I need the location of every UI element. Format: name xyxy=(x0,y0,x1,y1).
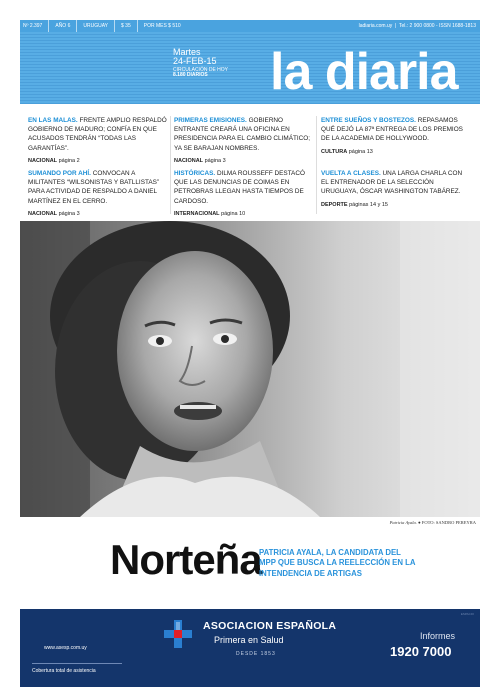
ad-brand-name: ASOCIACION ESPAÑOLA xyxy=(203,620,337,632)
website-link[interactable]: ladiaria.com.uy xyxy=(358,23,393,29)
main-subheadline: PATRICIA AYALA, LA CANDIDATA DEL MPP QUE BUSCA LA REELECCIÓN EN LA INTENDENCIA DE ARTIGAS xyxy=(259,548,416,578)
column-divider xyxy=(170,116,171,214)
news-section: NACIONAL xyxy=(28,157,58,164)
issue-country: URUGUAY xyxy=(83,20,115,32)
ad-phone-number[interactable]: 1920 7000 xyxy=(390,644,452,659)
news-kicker: SUMANDO POR AHÍ. xyxy=(28,170,91,177)
news-item-5[interactable] xyxy=(174,169,314,219)
news-item-6[interactable] xyxy=(321,169,466,210)
news-item-2[interactable] xyxy=(174,116,314,166)
ad-tagline: Primera en Salud xyxy=(214,635,284,645)
newspaper-logo[interactable]: la diaria xyxy=(270,43,458,101)
contact-info: Tel.: 2 900 0800 - ISSN 1688-1813 xyxy=(399,23,476,29)
advertisement-banner[interactable] xyxy=(20,609,480,687)
news-text: UNA LARGA CHARLA CON EL ENTRENADOR DE LA SELECCIÓN URUGUAYA, ÓSCAR WASHINGTON TABÁREZ. xyxy=(321,170,463,196)
ad-coverage-text: Cobertura total de asistencia xyxy=(32,668,96,674)
news-text: REPASAMOS QUÉ DEJÓ LA 87ª ENTREGA DE LOS PREMIOS DE LA ACADEMIA DE HOLLYWOOD. xyxy=(321,117,463,143)
issue-year: AÑO 6 xyxy=(55,20,77,32)
news-text: DILMA ROUSSEFF DESTACÓ QUE LAS DENUNCIAS DE COIMAS EN PETROBRAS LLEGAN HASTA TIEMPOS DE CARDOSO. xyxy=(174,170,305,205)
cross-logo-icon xyxy=(164,620,192,648)
ad-info-label: Informes xyxy=(420,631,456,641)
news-page: página 3 xyxy=(204,157,226,164)
news-section: NACIONAL xyxy=(174,157,204,164)
edition-date-block xyxy=(173,48,228,78)
news-section: DEPORTE xyxy=(321,201,348,208)
news-page: página 10 xyxy=(221,210,246,217)
cover-photo[interactable] xyxy=(20,221,480,517)
issue-info-strip: Nº 2.397 AÑO 6 URUGUAY $ 35 POR MES $ 510 ladiaria.com.uy | Tel.: 2 900 0800 - ISSN 1688-1813 xyxy=(20,20,480,32)
column-divider xyxy=(316,116,317,214)
news-kicker: EN LAS MALAS. xyxy=(28,117,78,124)
news-page: página 13 xyxy=(348,148,373,155)
news-text: CONVOCAN A MILITANTES “WILSONISTAS Y BATLLISTAS” PARA ACTIVIDAD DE RESPALDO A DANIEL MARTÍNEZ EN EL CERRO. xyxy=(28,170,160,205)
news-item-1[interactable] xyxy=(28,116,168,166)
news-kicker: PRIMERAS EMISIONES. xyxy=(174,117,247,124)
news-section: CULTURA xyxy=(321,148,348,155)
caption-name: Patricia Ayala. xyxy=(389,520,417,525)
news-item-4[interactable] xyxy=(28,169,168,219)
news-section: NACIONAL xyxy=(28,210,58,217)
portrait-illustration xyxy=(20,221,480,517)
issue-price: $ 35 xyxy=(121,20,138,32)
ad-since: DESDE 1853 xyxy=(236,651,276,657)
main-headline[interactable]: Norteña xyxy=(110,536,262,583)
news-page: páginas 14 y 15 xyxy=(349,201,388,208)
circulation-label: CIRCULACIÓN DE HOY xyxy=(173,66,229,73)
edition-day: Martes xyxy=(173,47,201,57)
issue-number: Nº 2.397 xyxy=(23,20,49,32)
news-text: FRENTE AMPLIO RESPALDÓ GOBIERNO DE MADURO; CONFÍA EN QUE ACUSADOS TENDRÁN “TODAS LAS GARANTÍAS”. xyxy=(28,117,167,152)
news-kicker: ENTRE SUEÑOS Y BOSTEZOS. xyxy=(321,117,416,124)
ad-website[interactable]: www.asesp.com.uy xyxy=(44,645,87,651)
news-page: página 2 xyxy=(58,157,80,164)
caption-credit: ● FOTO: SANDRO PEREYRA xyxy=(417,520,476,525)
circulation-value: 8.180 DIARIOS xyxy=(173,72,208,79)
news-item-3[interactable] xyxy=(321,116,466,157)
ad-tag: ESPACIO xyxy=(460,612,474,616)
photo-caption xyxy=(390,520,476,525)
issue-price-note: POR MES $ 510 xyxy=(143,23,181,29)
news-kicker: HISTÓRICAS. xyxy=(174,170,216,177)
news-kicker: VUELTA A CLASES. xyxy=(321,170,381,177)
news-text: GOBIERNO ENTRANTE CREARÁ UNA OFICINA EN PRESIDENCIA PARA EL CAMBIO CLIMÁTICO; YA SE BARAJAN NOMBRES. xyxy=(174,117,311,152)
news-page: página 3 xyxy=(58,210,80,217)
ad-divider xyxy=(32,663,122,664)
edition-date: 24-FEB-15 xyxy=(173,56,217,67)
news-section: INTERNACIONAL xyxy=(174,210,220,217)
